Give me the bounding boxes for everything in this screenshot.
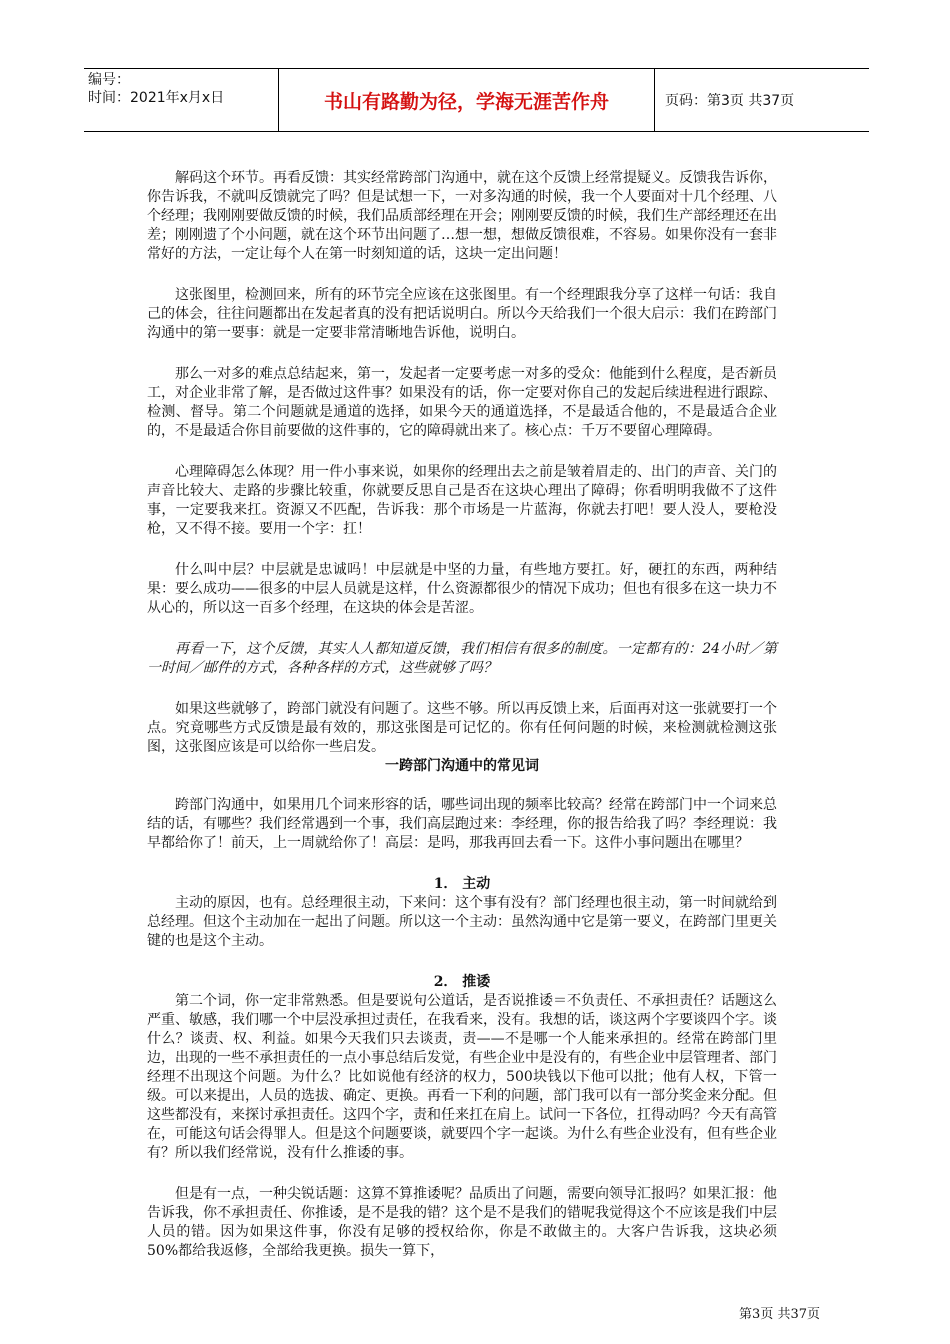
page-footer: 第3页 共37页 [739, 1307, 820, 1322]
paragraph: 跨部门沟通中，如果用几个词来形容的话，哪些词出现的频率比较高？经常在跨部门中一个词来总结的话，有哪些？我们经常遇到一个事，我们高层跑过来：李经理，你的报告给我了吗？李经理说：我早都给你了！前天，上一周就给你了！高层：是吗，那我再回去看一下。这件小事问题出在哪里？ [147, 797, 777, 851]
header-meta [84, 69, 279, 131]
paragraph: 解码这个环节。再看反馈：其实经常跨部门沟通中，就在这个反馈上经常提疑义。反馈我告诉你，你告诉我，不就叫反馈就完了吗？但是试想一下，一对多沟通的时候，我一个人要面对十几个经理、八个经理；我刚刚要做反馈的时候，我们品质部经理在开会；刚刚要反馈的时候，我们生产部经理还在出差；刚刚遗了个小问题，就在这个环节出问题了…想一想，想做反馈很难，不容易。如果你没有一套非常好的方法，一定让每个人在第一时刻知道的话，这块一定出问题！ [147, 170, 777, 262]
paragraph: 心理障碍怎么体现？用一件小事来说，如果你的经理出去之前是皱着眉走的、出门的声音、关门的声音比较大、走路的步骤比较重，你就要反思自己是否在这块心理出了障碍；你看明明我做不了这件事，一定要我来扛。资源又不匹配，告诉我：那个市场是一片蓝海，你就去打吧！要人没人，要枪没枪，又不得不接。要用一个字：扛！ [147, 464, 777, 537]
page-header [84, 68, 869, 132]
time-label: 时间：2021年x月x日 [88, 90, 225, 106]
paragraph: 那么一对多的难点总结起来，第一，发起者一定要考虑一对多的受众：他能到什么程度，是否新员工，对企业非常了解，是否做过这件事？如果没有的话，你一定要对你自己的发起后续进程进行跟踪、检测、督导。第二个问题就是通道的选择，如果今天的通道选择，不是最适合他的，不是最适合企业的，不是最适合你目前要做的这件事的，它的障碍就出来了。核心点：千万不要留心理障碍。 [147, 366, 777, 439]
paragraph-italic: 再看一下，这个反馈，其实人人都知道反馈，我们相信有很多的制度。一定都有的：24小时／第一时间／邮件的方式，各种各样的方式，这些就够了吗？ [147, 641, 777, 676]
paragraph: 主动的原因，也有。总经理很主动，下来问：这个事有没有？部门经理也很主动，第一时间就给到总经理。但这个主动加在一起出了问题。所以这一个主动：虽然沟通中它是第一要义，在跨部门里更关键的也是这个主动。 [147, 895, 777, 949]
subsection-title: 1． 主动 [433, 876, 491, 892]
paragraph: 但是有一点，一种尖锐话题：这算不算推诿呢？品质出了问题，需要向领导汇报吗？如果汇报：他告诉我，你不承担责任、你推诿，是不是我的错？这个是不是我们的错呢我觉得这个不应该是我们中层人员的错。因为如果这件事，你没有足够的授权给你，你是不敢做主的。大客户告诉我，这块必须50%都给我返修，全部给我更换。损失一算下， [147, 1186, 777, 1259]
header-page-info: 页码：第3页 共37页 [665, 93, 795, 109]
paragraph: 什么叫中层？中层就是忠诚吗！中层就是中坚的力量，有些地方要扛。好，硬扛的东西，两种结果：要么成功——很多的中层人员就是这样，什么资源都很少的情况下成功；但也有很多在这一块力不从心的，所以这一百多个经理，在这块的体会是苦涩。 [147, 562, 777, 616]
paragraph: 如果这些就够了，跨部门就没有问题了。这些不够。所以再反馈上来，后面再对这一张就要打一个点。究竟哪些方式反馈是最有效的，那这张图是可记忆的。你有任何问题的时候，来检测就检测这张图，这张图应该是可以给你一些启发。 [147, 701, 777, 755]
section-title: 一跨部门沟通中的常见词 [385, 758, 539, 774]
paragraph: 这张图里，检测回来，所有的环节完全应该在这张图里。有一个经理跟我分享了这样一句话：我自己的体会，往往问题都出在发起者真的没有把话说明白。所以今天给我们一个很大启示：我们在跨部门沟通中的第一要事：就是一定要非常清晰地告诉他，说明白。 [147, 287, 777, 341]
paragraph: 第二个词，你一定非常熟悉。但是要说句公道话，是否说推诿＝不负责任、不承担责任？话题这么严重、敏感，我们哪一个中层没承担过责任，在我看来，没有。我想的话，谈这两个字要谈四个字。谈什么？谈责、权、利益。如果今天我们只去谈责，责——不是哪一个人能来承担的。经常在跨部门里边，出现的一些不承担责任的一点小事总结后发觉，有些企业中是没有的，有些企业中层管理者、部门经理不出现这个问题。为什么？比如说他有经济的权力，500块钱以下他可以批；他有人权，下管一级。可以来提出，人员的选拔、确定、更换。再看一下利的问题，部门我可以有一部分奖金来分配。但这些都没有，来探讨承担责任。这四个字，责和任来扛在肩上。试问一下各位，扛得动吗？今天有高管在，可能这句话会得罪人。但是这个问题要谈，就要四个字一起谈。为什么有些企业没有，但有些企业有？所以我们经常说，没有什么推诿的事。 [147, 993, 777, 1161]
subsection-title: 2． 推诿 [433, 974, 491, 990]
document-body [147, 169, 777, 1261]
number-label: 编号： [88, 72, 130, 88]
header-motto: 书山有路勤为径，学海无涯苦作舟 [279, 69, 655, 131]
